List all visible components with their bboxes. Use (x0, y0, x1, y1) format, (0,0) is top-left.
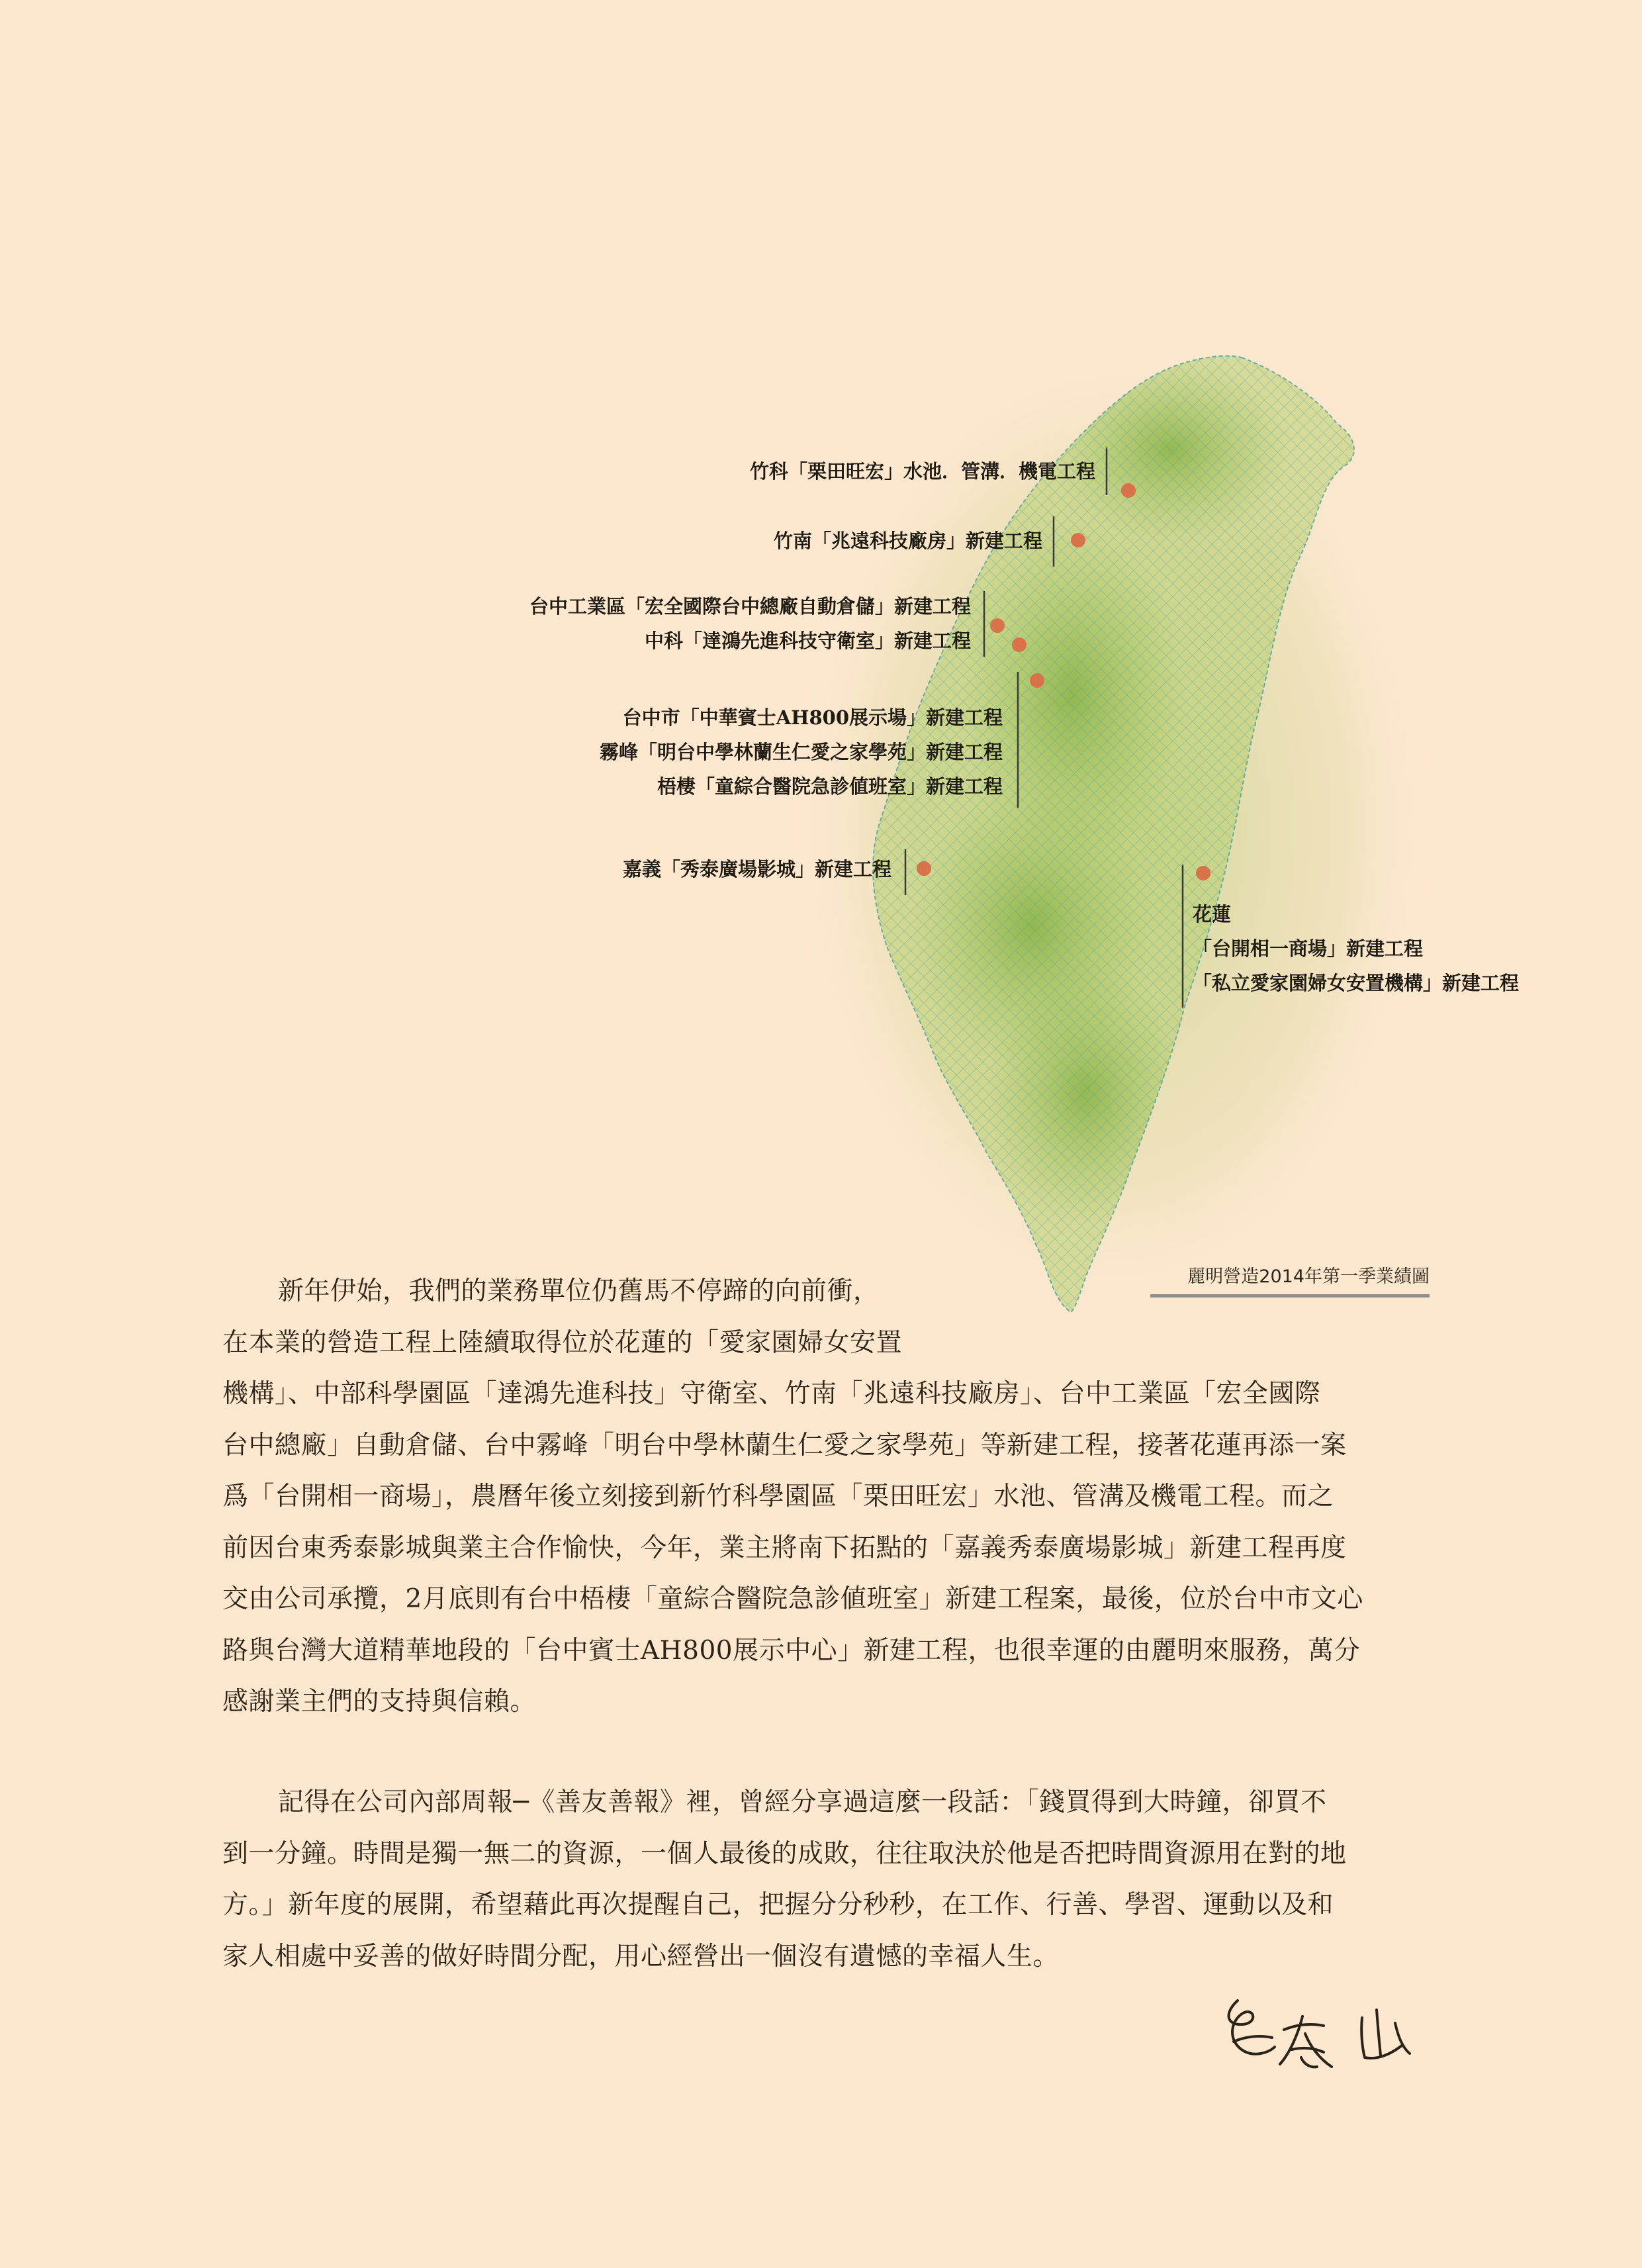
location-dot-hualien (1196, 866, 1210, 880)
text-line: 到一分鐘。時間是獨一無二的資源，一個人最後的成敗，往往取決於他是否把時間資源用在對的地 (222, 1838, 1347, 1869)
text-line: 家人相處中妥善的做好時間分配，用心經營出一個沒有遺憾的幸福人生。 (222, 1941, 1060, 1971)
text-line: 記得在公司內部周報─《善友善報》裡，曾經分享過這麼一段話：「錢買得到大時鐘，卻買不 (278, 1787, 1327, 1817)
location-dot-chiayi (917, 861, 931, 876)
paragraph-2 (222, 1777, 1420, 1982)
map-caption: 麗明營造2014年第一季業績圖 (1150, 1262, 1430, 1298)
label-chiayi: 嘉義「秀泰廣場影城」新建工程 (622, 858, 891, 880)
label-zhunan: 竹南「兆遠科技廠房」新建工程 (773, 530, 1042, 552)
location-dot-zhunan (1071, 533, 1085, 547)
text-line: 感謝業主們的支持與信賴。 (222, 1687, 537, 1717)
text-line: 新年伊始，我們的業務單位仍舊馬不停蹄的向前衝， (278, 1276, 880, 1306)
text-line: 爲「台開相一商場」，農曆年後立刻接到新竹科學園區「栗田旺宏」水池、管溝及機電工程。而之 (222, 1482, 1334, 1511)
location-dot-zhuke (1121, 483, 1136, 498)
location-dot-zhongke (1012, 638, 1026, 652)
text-line: 機構」、中部科學園區「達鴻先進科技」守衛室、竹南「兆遠科技廠房」、台中工業區「宏全國際 (222, 1379, 1321, 1409)
text-line: 方。」新年度的展開，希望藉此再次提醒自己，把握分分秒秒，在工作、行善、學習、運動以及和 (222, 1890, 1334, 1920)
location-dot-taichung-industrial (990, 618, 1005, 633)
text-line: 台中總廠」自動倉儲、台中霧峰「明台中學林蘭生仁愛之家學苑」等新建工程，接著花蓮再添一案 (222, 1430, 1347, 1460)
label-zhuke: 竹科「栗田旺宏」水池．管溝．機電工程 (749, 460, 1095, 483)
label-hualien: 花蓮 「台開相一商場」新建工程 「私立愛家園婦女安置機構」新建工程 (1193, 903, 1520, 994)
signature (1211, 1986, 1423, 2085)
text-line: 前因台東秀泰影城與業主合作愉快，今年，業主將南下拓點的「嘉義秀泰廣場影城」新建工程再度 (222, 1533, 1347, 1563)
text-line: 交由公司承攬，2月底則有台中梧棲「童綜合醫院急診値班室」新建工程案，最後，位於台中市文心 (222, 1584, 1363, 1614)
label-taichung-industrial: 台中工業區「宏全國際台中總廠自動倉儲」新建工程 中科「達鴻先進科技守衛室」新建工程 (529, 595, 971, 652)
text-line: 在本業的營造工程上陸續取得位於花蓮的「愛家園婦女安置 (222, 1327, 903, 1358)
location-dot-taichung-city (1030, 673, 1044, 688)
text-line: 路與台灣大道精華地段的「台中賓士AH800展示中心」新建工程，也很幸運的由麗明來服務，萬分 (222, 1635, 1361, 1666)
label-taichung-city: 台中市「中華賓士AH800展示場」新建工程 霧峰「明台中學林蘭生仁愛之家學苑」新建工程 梧棲「童綜合醫院急診値班室」新建工程 (599, 706, 1003, 798)
paragraph-1 (222, 1266, 1420, 1728)
